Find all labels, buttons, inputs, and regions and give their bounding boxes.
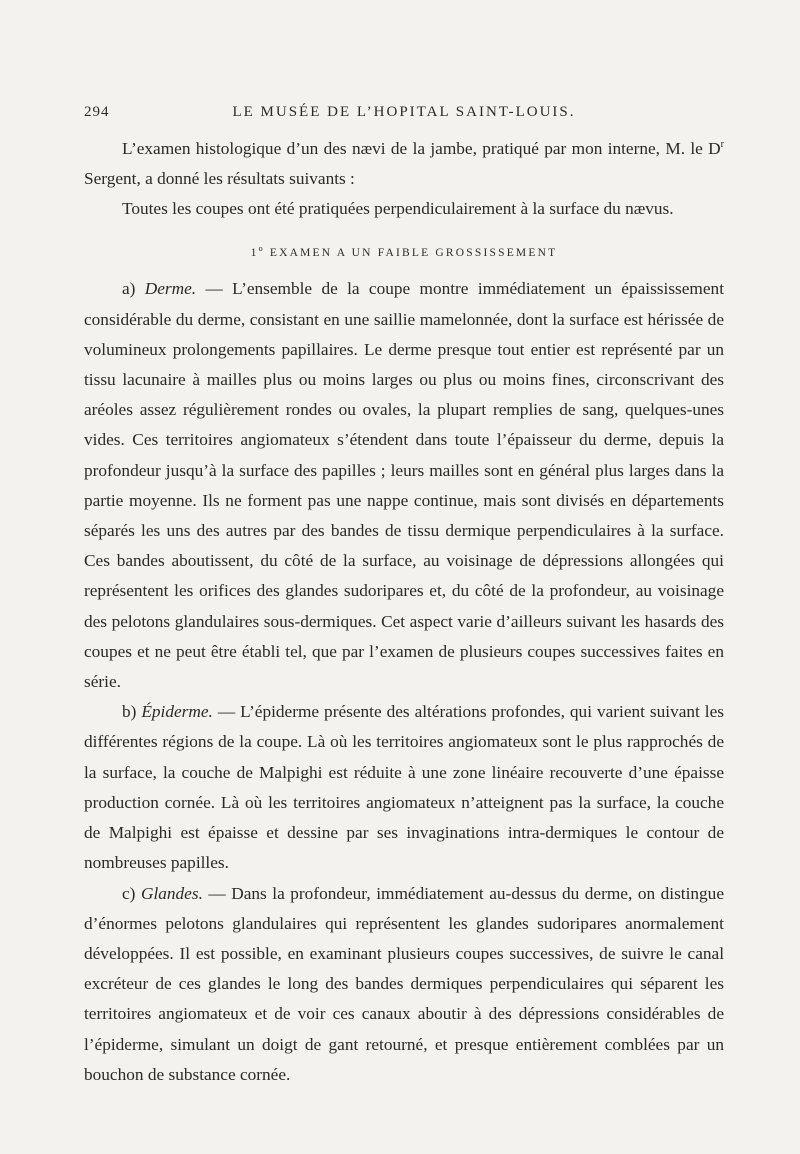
derme-marker: a) — [122, 279, 145, 299]
intro-text-end: Sergent, a donné les résultats suivants : — [84, 169, 355, 189]
section-number-sup: o — [258, 243, 265, 253]
running-title: LE MUSÉE DE L’HOPITAL SAINT-LOUIS. — [232, 104, 576, 120]
epiderme-label: Épiderme. — [141, 702, 213, 722]
epiderme-marker: b) — [122, 702, 142, 722]
running-head — [84, 104, 724, 134]
glandes-paragraph — [84, 879, 724, 1090]
glandes-marker: c) — [122, 883, 141, 903]
glandes-text: — Dans la profondeur, immédiatement au-dessus du derme, on distingue d’énormes pelotons glandulaires qui représentent les glandes sudoripares anormalement développées. Il est possible, en examinant plusieurs coupes successives, de suivre le canal excréteur de ces glandes le long des bandes dermiques perpendiculaires qui séparent les territoires angiomateux et de voir ces canaux aboutir à des dépressions considérables de l’épiderme, simulant un doigt de gant retourné, et presque entièrement comblées par un bouchon de substance cornée. — [84, 883, 724, 1084]
intro-text: L’examen histologique d’un des nævi de la jambe, pratiqué par mon interne, M. le D — [122, 139, 721, 158]
intro-paragraph — [84, 134, 724, 194]
section-heading — [84, 238, 724, 264]
epiderme-paragraph — [84, 697, 724, 878]
derme-label: Derme. — [144, 279, 197, 299]
section-number: 1 — [250, 246, 259, 259]
derme-text: — L’ensemble de la coupe montre immédiatement un épaississement considérable du derme, consistant en une saillie mamelonnée, dont la surface est hérissée de volumineux prolongements papillaires. Le derme presque tout entier est représenté par un tissu lacunaire à mailles plus ou moins larges ou plus ou moins fines, circonscrivant des aréoles assez régulièrement rondes ou ovales, la plupart remplies de sang, quelques-unes vides. Ces territoires angiomateux s’étendent dans toute l’épaisseur du derme, depuis la profondeur jusqu’à la surface des papilles ; leurs mailles sont en général plus larges dans la partie moyenne. Ils ne forment pas une nappe continue, mais sont divisés en départements séparés les uns des autres par des bandes de tissu dermique perpendiculaires à la surface. Ces bandes aboutissent, du côté de la surface, au voisinage de dépressions allongées qui représentent les orifices des glandes sudoripares et, du côté de la profondeur, au voisinage des pelotons glandulaires sous-dermiques. Cet aspect varie d’ailleurs suivant les hasards des coupes et ne peut être établi tel, que par l’examen de plusieurs coupes successives faites en série. — [84, 279, 724, 692]
derme-paragraph — [84, 274, 724, 697]
section-title: EXAMEN A UN FAIBLE GROSSISSEMENT — [264, 246, 558, 259]
glandes-label: Glandes. — [140, 883, 203, 903]
page-content — [84, 104, 724, 1090]
epiderme-text: — L’épiderme présente des altérations profondes, qui varient suivant les différentes régions de la coupe. Là où les territoires angiomateux sont le plus rapprochés de la surface, la couche de Malpighi est réduite à une zone linéaire recouverte d’une épaisse production cornée. Là où les territoires angiomateux n’atteignent pas la surface, la couche de Malpighi est épaisse et dessine par ses invaginations intra-dermiques le contour de nombreuses papilles. — [84, 702, 724, 873]
method-paragraph: Toutes les coupes ont été pratiquées perpendiculairement à la surface du nævus. — [122, 199, 674, 219]
page-number: 294 — [84, 104, 110, 120]
doctor-superscript: r — [720, 139, 724, 151]
